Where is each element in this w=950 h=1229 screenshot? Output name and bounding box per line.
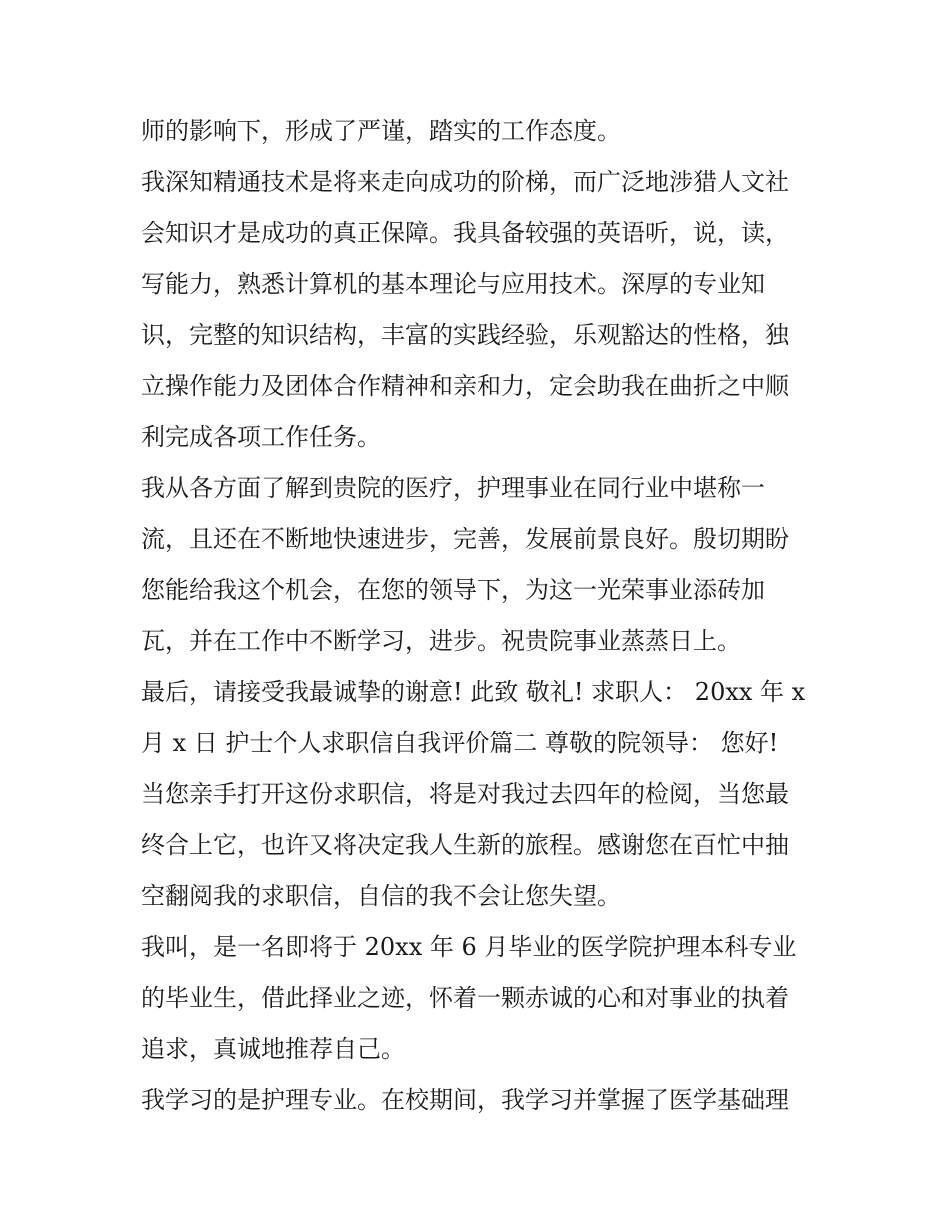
text-line: 当您亲手打开这份求职信，将是对我过去四年的检阅，当您最	[141, 780, 789, 808]
text-line: 最后，请接受我最诚挚的谢意! 此致 敬礼! 求职人： 20xx 年 x	[141, 678, 806, 706]
document-body	[141, 106, 821, 1126]
text-line: 您能给我这个机会，在您的领导下，为这一光荣事业添砖加	[141, 576, 765, 604]
text-line: 追求，真诚地推荐自己。	[141, 1035, 405, 1063]
text-line: 终合上它，也许又将决定我人生新的旅程。感谢您在百忙中抽	[141, 831, 789, 859]
text-line: 瓦，并在工作中不断学习，进步。祝贵院事业蒸蒸日上。	[141, 627, 741, 655]
text-line: 我从各方面了解到贵院的医疗，护理事业在同行业中堪称一	[141, 474, 765, 502]
text-line: 我学习的是护理专业。在校期间，我学习并掌握了医学基础理	[141, 1086, 789, 1114]
text-line: 写能力，熟悉计算机的基本理论与应用技术。深厚的专业知	[141, 270, 765, 298]
text-line: 月 x 日 护士个人求职信自我评价篇二 尊敬的院领导： 您好!	[141, 729, 779, 757]
text-line: 的毕业生，借此择业之迹，怀着一颗赤诚的心和对事业的执着	[141, 984, 789, 1012]
text-line: 空翻阅我的求职信，自信的我不会让您失望。	[141, 882, 621, 910]
text-line: 利完成各项工作任务。	[141, 423, 381, 451]
text-line: 会知识才是成功的真正保障。我具备较强的英语听，说，读，	[141, 219, 789, 247]
text-line: 识，完整的知识结构，丰富的实践经验，乐观豁达的性格，独	[141, 321, 789, 349]
text-line: 流，且还在不断地快速进步，完善，发展前景良好。殷切期盼	[141, 525, 789, 553]
text-line: 我叫，是一名即将于 20xx 年 6 月毕业的医学院护理本科专业	[141, 933, 797, 961]
text-line: 我深知精通技术是将来走向成功的阶梯，而广泛地涉猎人文社	[141, 168, 789, 196]
text-line: 立操作能力及团体合作精神和亲和力，定会助我在曲折之中顺	[141, 372, 789, 400]
text-line: 师的影响下，形成了严谨，踏实的工作态度。	[141, 117, 621, 145]
